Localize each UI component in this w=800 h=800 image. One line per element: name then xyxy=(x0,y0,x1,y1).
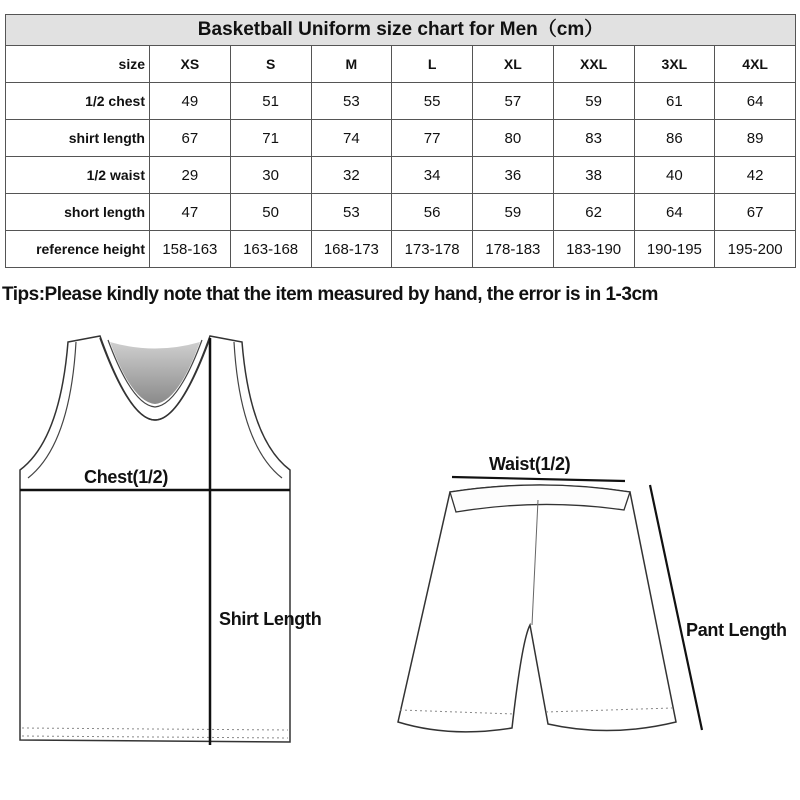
table-cell: 56 xyxy=(392,194,473,231)
shirt-length-label: Shirt Length xyxy=(219,609,322,629)
size-header-cell: M xyxy=(311,46,392,83)
table-cell: 67 xyxy=(150,120,231,157)
row-label: short length xyxy=(6,194,150,231)
table-cell: 74 xyxy=(311,120,392,157)
table-cell: 47 xyxy=(150,194,231,231)
waist-measure-line xyxy=(452,477,625,481)
table-cell: 62 xyxy=(553,194,634,231)
chest-label: Chest(1/2) xyxy=(84,467,169,487)
row-label: reference height xyxy=(6,231,150,268)
table-cell: 55 xyxy=(392,83,473,120)
table-title: Basketball Uniform size chart for Men（cm） xyxy=(5,14,796,45)
size-header-cell: L xyxy=(392,46,473,83)
waist-label: Waist(1/2) xyxy=(489,454,571,474)
table-cell: 32 xyxy=(311,157,392,194)
table-cell: 59 xyxy=(473,194,554,231)
table-cell: 49 xyxy=(150,83,231,120)
size-header-label: size xyxy=(6,46,150,83)
table-cell: 64 xyxy=(715,83,796,120)
table-cell: 38 xyxy=(553,157,634,194)
table-cell: 183-190 xyxy=(553,231,634,268)
jersey-outline xyxy=(20,336,290,742)
table-cell: 77 xyxy=(392,120,473,157)
table-cell: 34 xyxy=(392,157,473,194)
table-cell: 53 xyxy=(311,83,392,120)
table-cell: 71 xyxy=(230,120,311,157)
table-cell: 173-178 xyxy=(392,231,473,268)
row-label: shirt length xyxy=(6,120,150,157)
table-cell: 36 xyxy=(473,157,554,194)
size-header-cell: XS xyxy=(150,46,231,83)
table-cell: 29 xyxy=(150,157,231,194)
table-cell: 59 xyxy=(553,83,634,120)
pant-length-label: Pant Length xyxy=(686,620,787,640)
table-cell: 86 xyxy=(634,120,715,157)
size-header-cell: XXL xyxy=(553,46,634,83)
table-cell: 158-163 xyxy=(150,231,231,268)
size-header-cell: 3XL xyxy=(634,46,715,83)
table-cell: 89 xyxy=(715,120,796,157)
table-cell: 57 xyxy=(473,83,554,120)
table-cell: 190-195 xyxy=(634,231,715,268)
table-cell: 168-173 xyxy=(311,231,392,268)
table-cell: 80 xyxy=(473,120,554,157)
table-cell: 51 xyxy=(230,83,311,120)
table-cell: 163-168 xyxy=(230,231,311,268)
table-cell: 50 xyxy=(230,194,311,231)
size-header-cell: 4XL xyxy=(715,46,796,83)
row-label: 1/2 chest xyxy=(6,83,150,120)
shorts-outline xyxy=(398,485,676,732)
table-cell: 64 xyxy=(634,194,715,231)
table-cell: 53 xyxy=(311,194,392,231)
table-cell: 195-200 xyxy=(715,231,796,268)
table-cell: 42 xyxy=(715,157,796,194)
table-cell: 61 xyxy=(634,83,715,120)
table-cell: 40 xyxy=(634,157,715,194)
row-label: 1/2 waist xyxy=(6,157,150,194)
tips-note: Tips:Please kindly note that the item measured by hand, the error is in 1-3cm xyxy=(2,284,658,305)
table-cell: 83 xyxy=(553,120,634,157)
table-cell: 178-183 xyxy=(473,231,554,268)
table-cell: 67 xyxy=(715,194,796,231)
table-cell: 30 xyxy=(230,157,311,194)
size-header-cell: S xyxy=(230,46,311,83)
size-header-cell: XL xyxy=(473,46,554,83)
